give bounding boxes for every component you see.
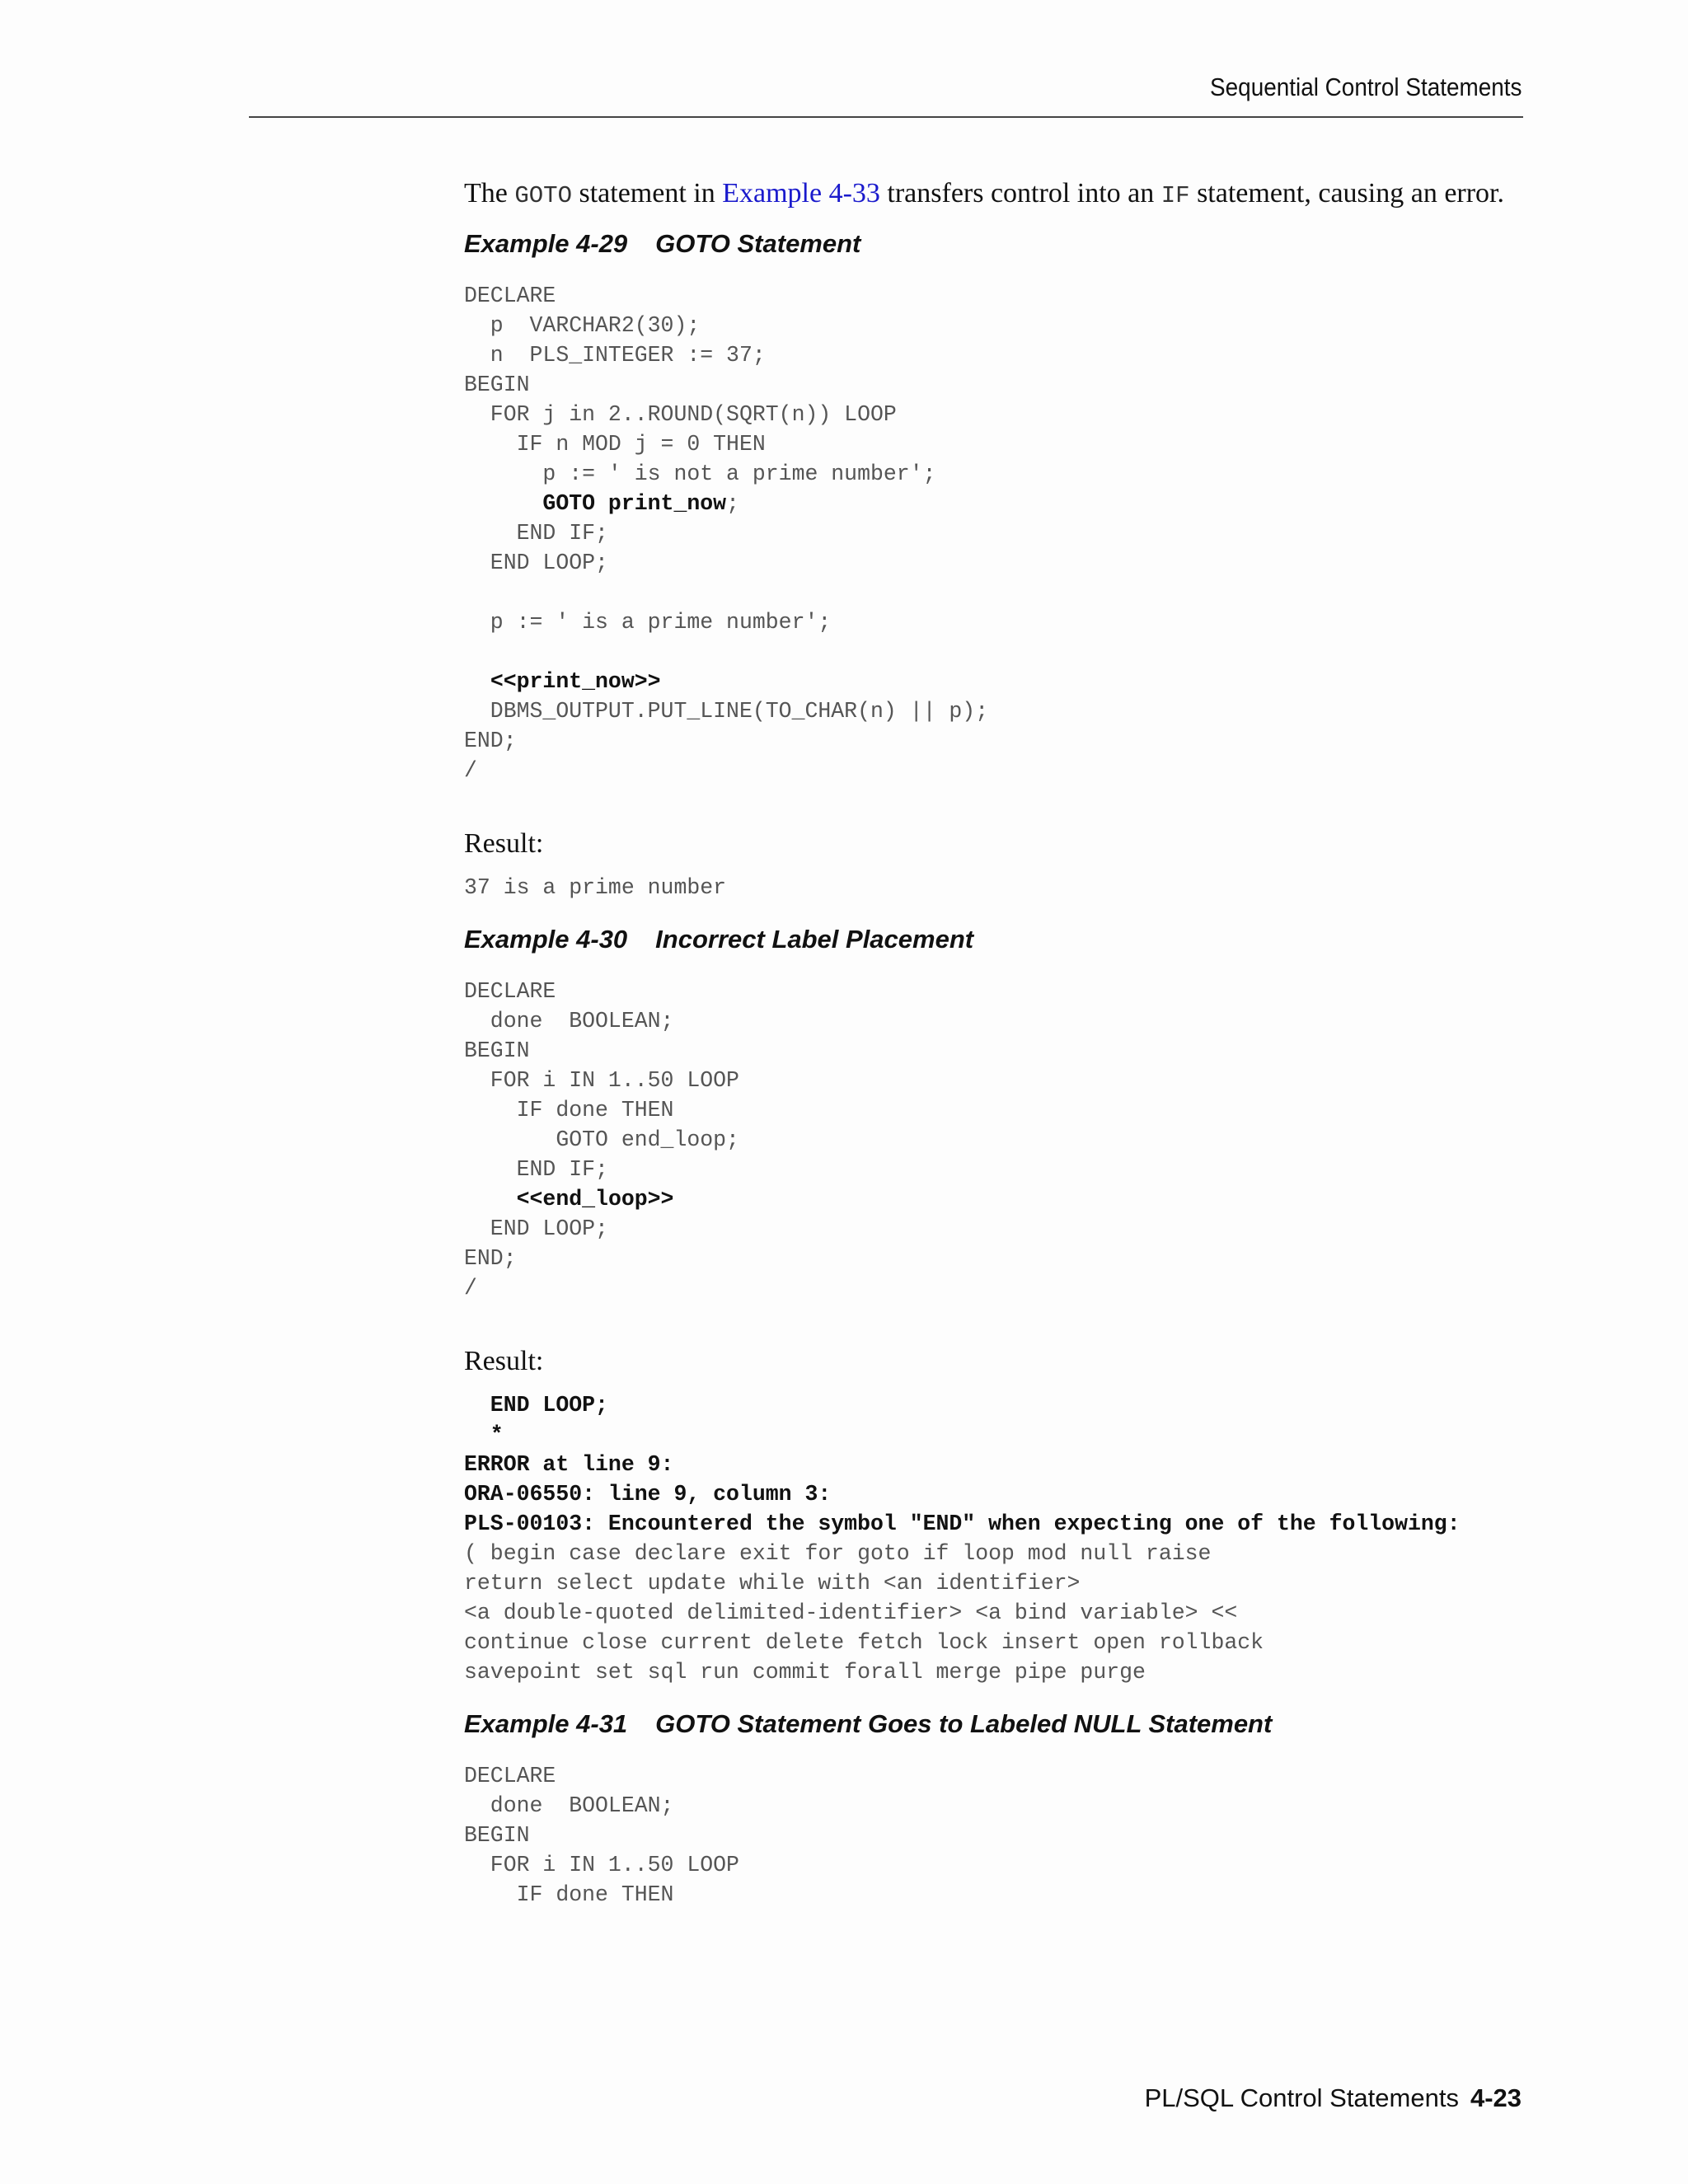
code-text xyxy=(464,491,542,516)
code-line xyxy=(464,1127,739,1152)
code-text: DBMS_OUTPUT.PUT_LINE(TO_CHAR(n) || p); xyxy=(464,699,989,724)
code-line xyxy=(464,1793,673,1818)
example-4-30-result-label: Result: xyxy=(464,1346,544,1376)
code-text: IF done THEN xyxy=(464,1098,674,1122)
code-line xyxy=(464,551,608,575)
inline-code-goto: GOTO xyxy=(514,182,572,209)
code-line xyxy=(464,1276,477,1301)
code-line xyxy=(464,610,831,635)
code-line xyxy=(464,491,739,516)
code-line xyxy=(464,521,608,546)
code-emphasis: * xyxy=(464,1422,504,1447)
code-text: END LOOP; xyxy=(464,1216,608,1241)
example-4-30-code xyxy=(464,977,1527,1303)
page-content xyxy=(464,176,1527,1910)
code-line xyxy=(464,1630,1264,1655)
code-text: FOR i IN 1..50 LOOP xyxy=(464,1068,739,1093)
example-4-29-code xyxy=(464,281,1527,785)
code-line xyxy=(464,699,988,724)
example-4-29-title xyxy=(464,229,1527,259)
code-text: return select update while with <an identifier> xyxy=(464,1571,1081,1596)
code-line xyxy=(464,1157,608,1182)
code-text: continue close current delete fetch lock insert open rollback xyxy=(464,1630,1264,1655)
code-text: FOR j in 2..ROUND(SQRT(n)) LOOP xyxy=(464,402,897,427)
code-line xyxy=(464,875,726,900)
running-header: Sequential Control Statements xyxy=(1209,73,1522,101)
intro-text: The xyxy=(464,178,515,209)
example-number: Example 4-30 xyxy=(464,925,628,954)
code-emphasis: PLS-00103: Encountered the symbol "END" when expecting one of the following: xyxy=(464,1511,1461,1536)
code-line xyxy=(464,1009,673,1033)
code-text: BEGIN xyxy=(464,1823,530,1848)
code-text: <a double-quoted delimited-identifier> <a bind variable> << xyxy=(464,1601,1238,1625)
code-line xyxy=(464,373,530,397)
code-text: done BOOLEAN; xyxy=(464,1009,674,1033)
code-line xyxy=(464,1038,530,1063)
code-line xyxy=(464,1246,517,1271)
code-text: END; xyxy=(464,729,517,753)
example-number: Example 4-31 xyxy=(464,1709,628,1738)
code-text: / xyxy=(464,758,477,783)
code-line xyxy=(464,1068,739,1093)
code-line xyxy=(464,1601,1237,1625)
code-line xyxy=(464,432,766,457)
running-footer xyxy=(1145,2083,1522,2113)
code-line xyxy=(464,1187,673,1212)
example-number: Example 4-29 xyxy=(464,229,628,258)
code-line xyxy=(464,1541,1211,1566)
example-4-29-result xyxy=(464,873,1527,902)
code-text: n PLS_INTEGER := 37; xyxy=(464,343,766,368)
code-text: / xyxy=(464,1276,477,1301)
code-line xyxy=(464,1452,673,1477)
code-text: done BOOLEAN; xyxy=(464,1793,674,1818)
code-text: p := ' is a prime number'; xyxy=(464,610,832,635)
code-text: p VARCHAR2(30); xyxy=(464,313,701,338)
code-line xyxy=(464,1098,673,1122)
header-rule xyxy=(249,116,1523,118)
code-line xyxy=(464,1660,1146,1685)
code-line xyxy=(464,1764,556,1788)
code-text: DECLARE xyxy=(464,1764,556,1788)
code-line xyxy=(464,669,661,694)
code-text: END; xyxy=(464,1246,517,1271)
code-line xyxy=(464,284,556,308)
example-4-30-result xyxy=(464,1390,1527,1687)
code-emphasis: <<end_loop>> xyxy=(516,1187,674,1212)
example-4-31-code xyxy=(464,1761,1527,1910)
code-line xyxy=(464,1823,530,1848)
code-line xyxy=(464,729,517,753)
code-text: savepoint set sql run commit forall merge pipe purge xyxy=(464,1660,1146,1685)
code-text: 37 is a prime number xyxy=(464,875,727,900)
code-text xyxy=(464,669,490,694)
code-line xyxy=(464,1853,739,1877)
code-text xyxy=(464,1187,517,1212)
code-emphasis: ERROR at line 9: xyxy=(464,1452,674,1477)
example-caption: GOTO Statement Goes to Labeled NULL Statement xyxy=(655,1709,1273,1738)
code-line xyxy=(464,1511,1461,1536)
code-line xyxy=(464,343,766,368)
code-line xyxy=(464,1882,673,1907)
example-4-29-result-label: Result: xyxy=(464,828,544,859)
code-text: END IF; xyxy=(464,1157,608,1182)
code-emphasis: GOTO print_now xyxy=(542,491,727,516)
code-line xyxy=(464,1216,608,1241)
code-line xyxy=(464,313,700,338)
example-4-33-link[interactable]: Example 4-33 xyxy=(722,178,880,209)
example-4-31-title xyxy=(464,1709,1527,1739)
code-line xyxy=(464,1571,1080,1596)
book-title: PL/SQL Control Statements xyxy=(1144,2083,1459,2112)
code-text: GOTO end_loop; xyxy=(464,1127,739,1152)
code-line xyxy=(464,462,936,486)
code-text: ( begin case declare exit for goto if loop mod null raise xyxy=(464,1541,1212,1566)
intro-text: statement, causing an error. xyxy=(1189,178,1504,209)
code-line xyxy=(464,1482,831,1507)
page-number: 4-23 xyxy=(1470,2083,1522,2112)
code-line xyxy=(464,1393,608,1418)
code-text: IF done THEN xyxy=(464,1882,674,1907)
code-emphasis: END LOOP; xyxy=(464,1393,608,1418)
code-text: DECLARE xyxy=(464,979,556,1004)
code-text: BEGIN xyxy=(464,1038,530,1063)
code-emphasis: ORA-06550: line 9, column 3: xyxy=(464,1482,832,1507)
intro-text: statement in xyxy=(571,178,723,209)
inline-code-if: IF xyxy=(1160,182,1190,209)
code-text: ; xyxy=(726,491,739,516)
code-text: END LOOP; xyxy=(464,551,608,575)
code-text: BEGIN xyxy=(464,373,530,397)
code-text: END IF; xyxy=(464,521,608,546)
code-line xyxy=(464,402,897,427)
intro-text: transfers control into an xyxy=(879,178,1161,209)
example-caption: Incorrect Label Placement xyxy=(655,925,974,954)
code-emphasis: <<print_now>> xyxy=(490,669,661,694)
example-caption: GOTO Statement xyxy=(655,229,861,258)
code-text: IF n MOD j = 0 THEN xyxy=(464,432,766,457)
code-line xyxy=(464,979,556,1004)
example-4-30-title xyxy=(464,925,1527,954)
code-line xyxy=(464,758,477,783)
code-text: p := ' is not a prime number'; xyxy=(464,462,936,486)
intro-paragraph xyxy=(464,176,1527,213)
code-text: DECLARE xyxy=(464,284,556,308)
code-line xyxy=(464,1422,504,1447)
code-text: FOR i IN 1..50 LOOP xyxy=(464,1853,739,1877)
